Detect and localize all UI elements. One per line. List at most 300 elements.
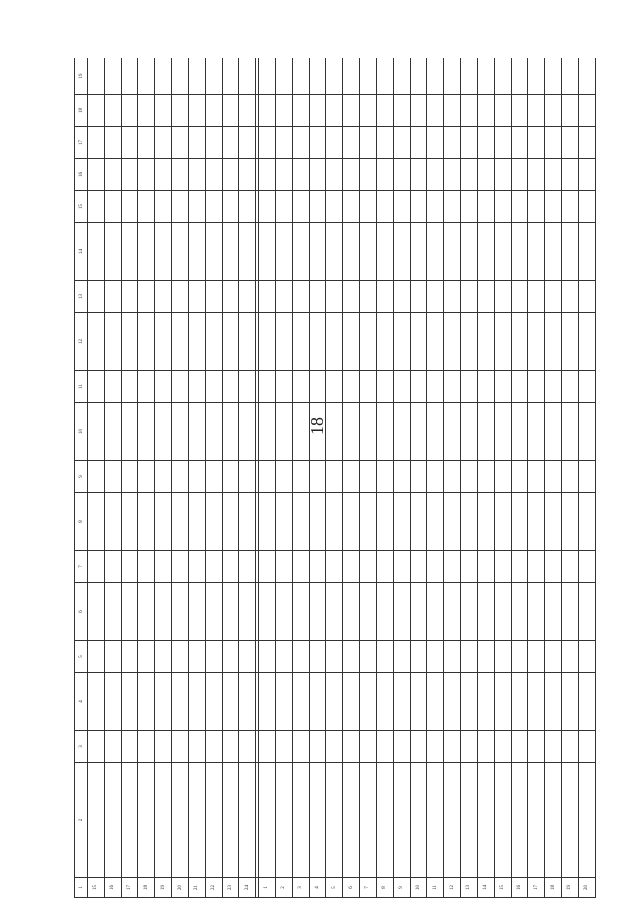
table-cell — [259, 58, 276, 95]
table-cell — [410, 58, 427, 95]
table-cell — [494, 58, 511, 95]
table-cell — [309, 641, 326, 673]
table-cell: 15 — [88, 878, 105, 898]
table-cell — [360, 583, 377, 641]
table-cell — [138, 191, 155, 223]
table-cell — [292, 223, 309, 281]
table-cell — [292, 461, 309, 493]
table-cell — [343, 731, 360, 763]
table-cell — [343, 191, 360, 223]
table-cell — [309, 583, 326, 641]
table-cell — [545, 403, 562, 461]
table-cell — [427, 551, 444, 583]
table-cell — [410, 127, 427, 159]
table-cell — [138, 763, 155, 878]
table-cell: 20 — [578, 878, 595, 898]
table-row — [494, 58, 511, 898]
table-cell — [292, 641, 309, 673]
table-cell — [461, 313, 478, 371]
table-cell — [104, 551, 121, 583]
table-cell — [275, 281, 292, 313]
table-cell — [188, 223, 205, 281]
table-cell: 2 — [275, 878, 292, 898]
table-cell — [545, 731, 562, 763]
table-cell — [494, 731, 511, 763]
table-cell — [461, 95, 478, 127]
table-cell — [511, 313, 528, 371]
table-cell — [292, 191, 309, 223]
table-cell — [360, 371, 377, 403]
table-cell — [121, 223, 138, 281]
table-cell — [309, 673, 326, 731]
table-cell — [528, 95, 545, 127]
table-cell — [121, 641, 138, 673]
table-cell — [121, 191, 138, 223]
table-cell — [104, 223, 121, 281]
table-cell — [477, 583, 494, 641]
table-cell — [376, 281, 393, 313]
table-cell — [259, 371, 276, 403]
table-cell — [444, 223, 461, 281]
table-cell — [494, 551, 511, 583]
table-row — [309, 58, 326, 898]
table-cell — [561, 493, 578, 551]
table-cell — [275, 403, 292, 461]
table-cell — [275, 127, 292, 159]
table-cell — [239, 313, 256, 371]
table-cell — [511, 583, 528, 641]
table-cell — [104, 58, 121, 95]
table-cell — [343, 281, 360, 313]
table-cell — [104, 583, 121, 641]
table-cell — [477, 641, 494, 673]
column-number-cell: 10 — [75, 403, 88, 461]
table-cell — [222, 313, 239, 371]
table-cell — [138, 223, 155, 281]
table-cell — [578, 159, 595, 191]
table-cell — [511, 731, 528, 763]
table-cell — [444, 731, 461, 763]
table-cell — [393, 673, 410, 731]
table-cell — [326, 461, 343, 493]
table-cell — [104, 371, 121, 403]
table-cell — [545, 313, 562, 371]
table-cell — [239, 641, 256, 673]
table-cell — [172, 191, 189, 223]
table-cell — [376, 461, 393, 493]
table-cell — [444, 191, 461, 223]
table-cell — [561, 159, 578, 191]
table-cell — [528, 313, 545, 371]
table-cell — [88, 223, 105, 281]
table-cell — [205, 731, 222, 763]
table-cell — [427, 403, 444, 461]
table-cell — [477, 461, 494, 493]
table-cell — [561, 641, 578, 673]
table-cell — [561, 583, 578, 641]
table-row — [292, 58, 309, 898]
table-cell — [427, 191, 444, 223]
table-cell — [511, 763, 528, 878]
table-cell — [511, 191, 528, 223]
table-cell — [393, 95, 410, 127]
table-cell — [259, 403, 276, 461]
table-cell — [155, 583, 172, 641]
table-cell: 14 — [477, 878, 494, 898]
table-cell — [528, 673, 545, 731]
table-cell — [326, 403, 343, 461]
table-cell — [376, 159, 393, 191]
table-cell — [561, 223, 578, 281]
table-cell — [410, 313, 427, 371]
table-row — [360, 58, 377, 898]
table-cell — [121, 159, 138, 191]
table-cell — [326, 95, 343, 127]
table-cell — [376, 731, 393, 763]
table-cell — [155, 641, 172, 673]
table-cell — [205, 95, 222, 127]
table-cell — [138, 583, 155, 641]
table-cell — [444, 58, 461, 95]
table-cell — [393, 223, 410, 281]
table-cell — [239, 583, 256, 641]
table-cell — [376, 223, 393, 281]
table-cell — [343, 763, 360, 878]
table-cell — [121, 371, 138, 403]
table-cell — [88, 763, 105, 878]
table-cell — [188, 281, 205, 313]
table-cell — [121, 583, 138, 641]
table-cell — [121, 403, 138, 461]
table-cell — [88, 641, 105, 673]
table-cell — [239, 223, 256, 281]
table-cell — [188, 127, 205, 159]
table-cell — [172, 673, 189, 731]
table-cell — [155, 58, 172, 95]
table-cell — [222, 763, 239, 878]
table-cell — [444, 583, 461, 641]
table-cell — [360, 641, 377, 673]
column-number-cell: 13 — [75, 281, 88, 313]
table-cell — [393, 403, 410, 461]
table-cell — [222, 127, 239, 159]
table-cell — [239, 95, 256, 127]
table-cell — [138, 673, 155, 731]
table-cell: 20 — [172, 878, 189, 898]
table-cell — [259, 127, 276, 159]
table-cell — [410, 371, 427, 403]
table-cell: 19 — [561, 878, 578, 898]
table-cell — [393, 281, 410, 313]
table-cell — [545, 281, 562, 313]
table-row — [88, 58, 105, 898]
table-cell — [393, 551, 410, 583]
table-cell — [292, 313, 309, 371]
table-cell — [427, 673, 444, 731]
table-cell — [393, 127, 410, 159]
table-row — [104, 58, 121, 898]
table-cell — [444, 127, 461, 159]
column-number-cell: 7 — [75, 551, 88, 583]
table-cell — [427, 371, 444, 403]
table-cell — [155, 763, 172, 878]
table-cell — [326, 673, 343, 731]
table-cell — [410, 403, 427, 461]
table-cell — [343, 641, 360, 673]
table-cell — [88, 403, 105, 461]
table-cell — [343, 159, 360, 191]
table-cell — [528, 551, 545, 583]
table-cell — [188, 159, 205, 191]
table-cell — [545, 127, 562, 159]
table-cell — [477, 551, 494, 583]
table-cell — [275, 313, 292, 371]
table-cell — [561, 763, 578, 878]
table-cell — [222, 95, 239, 127]
table-cell — [578, 673, 595, 731]
table-cell — [88, 371, 105, 403]
table-row — [477, 58, 494, 898]
table-cell — [461, 127, 478, 159]
table-cell — [239, 673, 256, 731]
column-number-cell: 11 — [75, 371, 88, 403]
table-cell — [410, 461, 427, 493]
table-cell — [259, 551, 276, 583]
table-container — [74, 58, 596, 898]
table-cell — [104, 281, 121, 313]
table-cell: 10 — [410, 878, 427, 898]
table-cell — [511, 461, 528, 493]
table-cell — [477, 493, 494, 551]
table-cell: 23 — [222, 878, 239, 898]
table-cell — [528, 127, 545, 159]
table-cell — [410, 673, 427, 731]
table-cell — [393, 191, 410, 223]
table-cell — [292, 127, 309, 159]
table-cell — [239, 493, 256, 551]
table-cell — [259, 159, 276, 191]
table-cell — [461, 371, 478, 403]
table-cell — [427, 731, 444, 763]
table-cell — [444, 461, 461, 493]
table-cell — [376, 673, 393, 731]
column-number-cell: 14 — [75, 223, 88, 281]
table-cell — [561, 371, 578, 403]
table-cell — [172, 95, 189, 127]
table-cell: 12 — [444, 878, 461, 898]
table-cell — [188, 673, 205, 731]
table-row — [528, 58, 545, 898]
table-cell — [205, 58, 222, 95]
table-cell — [494, 673, 511, 731]
table-cell — [309, 313, 326, 371]
table-cell — [444, 313, 461, 371]
table-cell — [561, 281, 578, 313]
table-cell — [410, 493, 427, 551]
table-cell — [275, 223, 292, 281]
table-cell — [578, 583, 595, 641]
table-cell — [138, 281, 155, 313]
table-cell — [494, 95, 511, 127]
table-cell — [343, 223, 360, 281]
table-cell — [477, 159, 494, 191]
table-cell — [511, 673, 528, 731]
table-row — [410, 58, 427, 898]
table-cell — [360, 159, 377, 191]
table-cell — [393, 313, 410, 371]
table-cell — [205, 673, 222, 731]
column-number-row — [75, 58, 88, 898]
table-cell — [88, 95, 105, 127]
table-cell — [222, 461, 239, 493]
table-cell — [343, 403, 360, 461]
table-cell — [155, 127, 172, 159]
table-cell — [239, 159, 256, 191]
table-cell — [343, 583, 360, 641]
table-cell — [172, 223, 189, 281]
table-cell — [239, 58, 256, 95]
table-cell — [275, 493, 292, 551]
table-cell — [561, 403, 578, 461]
table-cell — [511, 223, 528, 281]
table-cell — [121, 763, 138, 878]
table-cell — [494, 763, 511, 878]
table-cell: 6 — [343, 878, 360, 898]
table-cell — [309, 127, 326, 159]
table-cell — [444, 95, 461, 127]
table-cell — [205, 159, 222, 191]
table-cell — [88, 731, 105, 763]
table-cell — [360, 461, 377, 493]
table-row — [172, 58, 189, 898]
table-cell — [138, 403, 155, 461]
table-cell — [461, 159, 478, 191]
table-cell — [427, 583, 444, 641]
table-cell — [427, 641, 444, 673]
table-cell — [104, 641, 121, 673]
table-cell — [188, 551, 205, 583]
table-cell — [444, 371, 461, 403]
table-cell: 8 — [376, 878, 393, 898]
table-cell — [343, 313, 360, 371]
table-cell — [393, 493, 410, 551]
table-cell — [545, 159, 562, 191]
table-cell — [376, 583, 393, 641]
table-cell — [309, 223, 326, 281]
table-cell — [545, 95, 562, 127]
table-cell — [393, 583, 410, 641]
table-cell — [461, 673, 478, 731]
table-cell — [410, 159, 427, 191]
table-cell — [205, 223, 222, 281]
table-cell — [461, 58, 478, 95]
table-cell — [104, 493, 121, 551]
table-cell — [88, 159, 105, 191]
table-cell — [188, 95, 205, 127]
table-cell — [528, 583, 545, 641]
table-cell — [188, 403, 205, 461]
table-cell — [393, 371, 410, 403]
table-cell — [477, 673, 494, 731]
table-cell — [138, 127, 155, 159]
table-cell — [376, 371, 393, 403]
table-cell — [275, 551, 292, 583]
table-cell — [511, 641, 528, 673]
table-cell — [259, 281, 276, 313]
table-cell — [360, 731, 377, 763]
table-cell — [410, 583, 427, 641]
table-row — [138, 58, 155, 898]
table-cell — [188, 371, 205, 403]
table-cell — [528, 641, 545, 673]
table-cell — [155, 191, 172, 223]
table-cell — [494, 403, 511, 461]
table-cell — [239, 763, 256, 878]
table-cell — [155, 461, 172, 493]
table-cell — [561, 95, 578, 127]
table-row — [275, 58, 292, 898]
table-cell — [239, 127, 256, 159]
table-cell — [477, 127, 494, 159]
column-number-cell: 19 — [75, 58, 88, 95]
table-row — [239, 58, 256, 898]
table-row — [259, 58, 276, 898]
table-cell: 17 — [121, 878, 138, 898]
table-cell — [138, 313, 155, 371]
table-cell — [545, 493, 562, 551]
column-number-cell: 9 — [75, 461, 88, 493]
table-row — [393, 58, 410, 898]
table-cell — [427, 58, 444, 95]
table-cell — [309, 763, 326, 878]
table-cell — [427, 313, 444, 371]
table-cell — [88, 551, 105, 583]
table-cell — [511, 551, 528, 583]
table-cell — [104, 673, 121, 731]
table-cell — [326, 371, 343, 403]
table-cell — [155, 493, 172, 551]
table-cell — [360, 223, 377, 281]
table-cell — [528, 371, 545, 403]
table-cell — [155, 313, 172, 371]
table-cell — [376, 191, 393, 223]
table-cell — [360, 673, 377, 731]
table-cell — [292, 95, 309, 127]
table-cell — [205, 551, 222, 583]
table-cell — [427, 95, 444, 127]
column-number-cell: 3 — [75, 731, 88, 763]
table-cell — [188, 583, 205, 641]
table-cell — [376, 58, 393, 95]
table-cell — [205, 641, 222, 673]
table-cell — [121, 551, 138, 583]
table-cell — [121, 95, 138, 127]
table-cell — [578, 461, 595, 493]
table-cell — [511, 281, 528, 313]
column-number-cell: 6 — [75, 583, 88, 641]
table-cell — [494, 313, 511, 371]
table-cell — [494, 159, 511, 191]
table-cell — [292, 281, 309, 313]
table-cell — [292, 731, 309, 763]
table-cell — [88, 191, 105, 223]
table-cell — [494, 461, 511, 493]
table-cell — [461, 583, 478, 641]
table-cell — [259, 95, 276, 127]
column-number-cell: 8 — [75, 493, 88, 551]
table-cell — [104, 127, 121, 159]
table-cell — [511, 403, 528, 461]
